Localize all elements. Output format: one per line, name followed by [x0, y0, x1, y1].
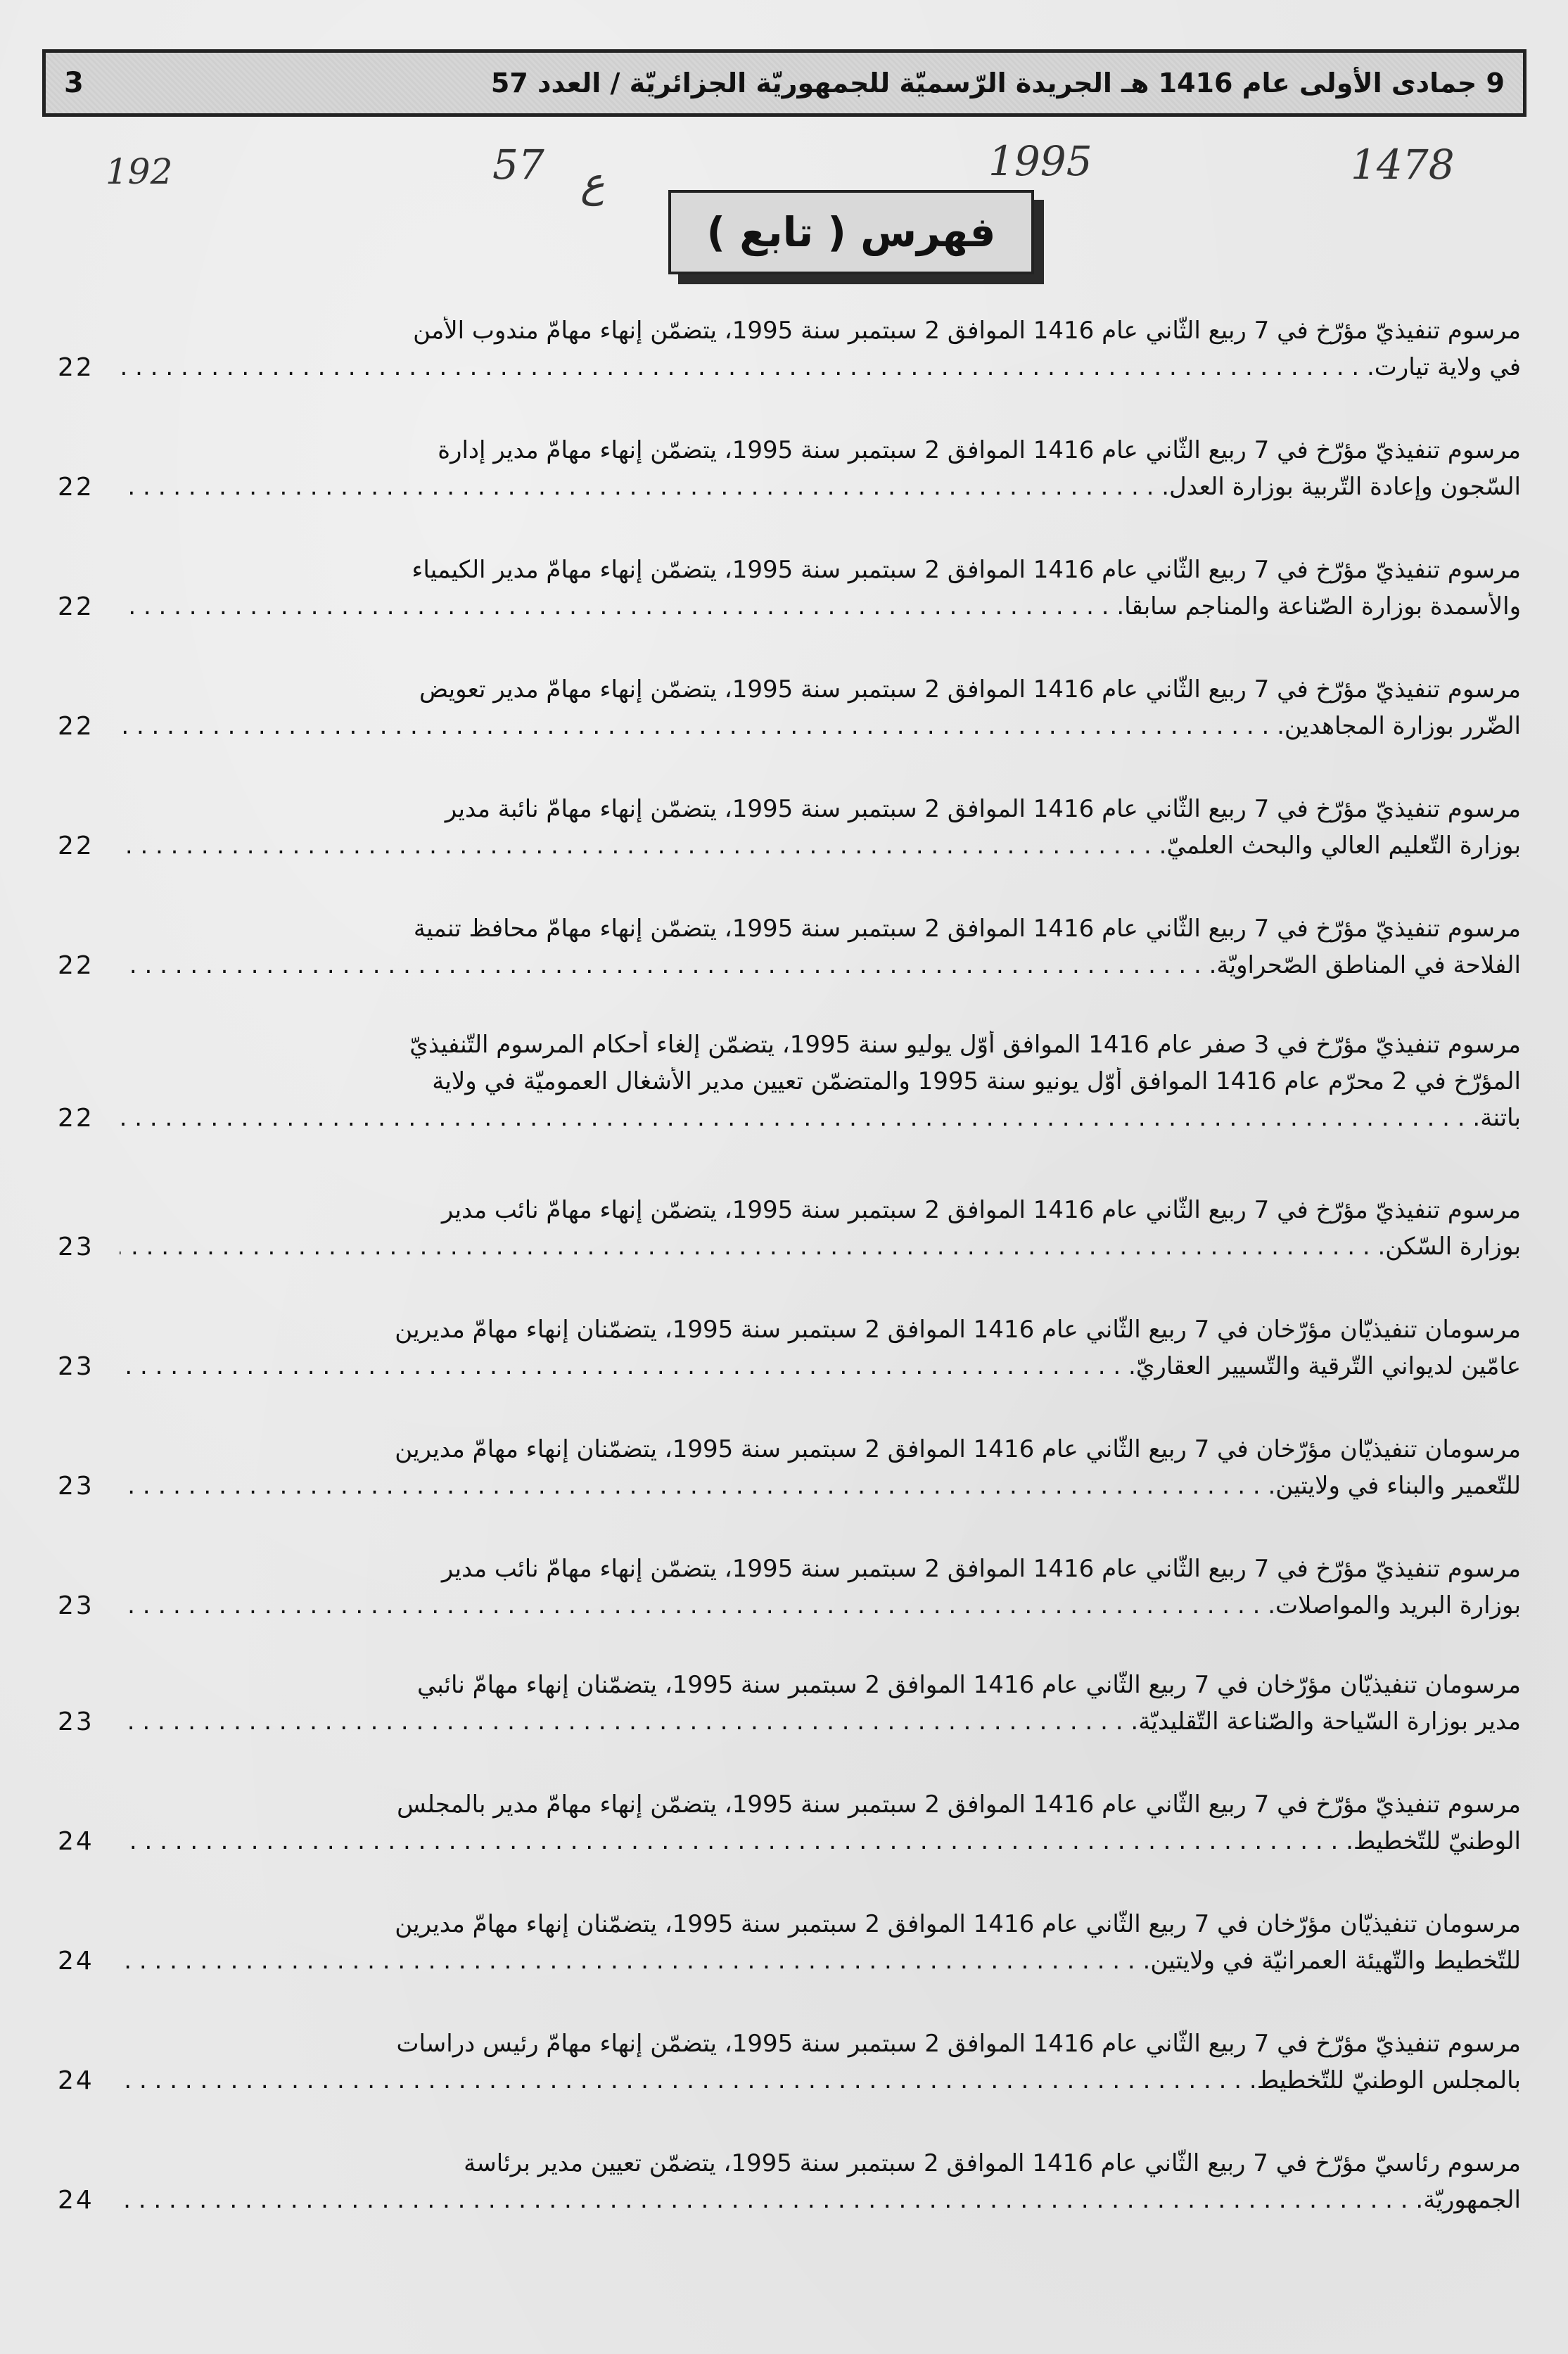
entry-page-number: 22 [58, 1104, 94, 1133]
index-entry [49, 1671, 1521, 1744]
entry-text: مرسوم رئاسيّ مؤرّخ في 7 ربيع الثّاني عام 1416 الموافق 2 سبتمبر سنة 1995، يتضمّن تعيين مدير برئاسة [464, 2149, 1521, 2177]
entry-line [120, 2030, 1521, 2058]
entry-line [120, 1104, 1521, 1132]
entry-line [120, 436, 1521, 464]
entry-text: مرسومان تنفيذيّان مؤرّخان في 7 ربيع الثّاني عام 1416 الموافق 2 سبتمبر سنة 1995، يتضمّنان إنهاء مهامّ مديرين [395, 1435, 1521, 1463]
entry-text: مرسوم تنفيذيّ مؤرّخ في 7 ربيع الثّاني عام 1416 الموافق 2 سبتمبر سنة 1995، يتضمّن إنهاء مهامّ محافظ تنمية [413, 915, 1521, 943]
entry-text: الضّرر بوزارة المجاهدين. . . . [120, 712, 1521, 740]
entry-line [120, 353, 1521, 381]
entry-text: عامّين لديواني التّرقية والتّسيير العقاريّ. . . . [120, 1352, 1521, 1380]
index-entry [49, 1031, 1521, 1140]
index-entry [49, 1910, 1521, 1983]
entry-line [120, 1947, 1521, 1975]
entry-text: بوزارة التّعليم العالي والبحث العلميّ. . . . [120, 832, 1521, 860]
entry-line [120, 1910, 1521, 1938]
entry-text: للتّخطيط والتّهيئة العمرانيّة في ولايتين. . . . [120, 1947, 1521, 1975]
entry-line [120, 1031, 1521, 1059]
entry-page-number: 23 [58, 1352, 94, 1381]
entry-text: مرسوم تنفيذيّ مؤرّخ في 7 ربيع الثّاني عام 1416 الموافق 2 سبتمبر سنة 1995، يتضمّن إنهاء مهامّ نائب مدير [441, 1196, 1521, 1224]
entry-line [120, 2149, 1521, 2177]
entry-line [120, 1591, 1521, 1620]
entry-text: بالمجلس الوطنيّ للتّخطيط. . . . [120, 2066, 1521, 2094]
entry-page-number: 23 [58, 1233, 94, 1261]
index-entry [49, 436, 1521, 509]
entry-line [120, 1707, 1521, 1736]
entry-text: الجمهوريّة. . . . [120, 2186, 1521, 2214]
handwritten-note-right: 1478 [1351, 141, 1455, 189]
entry-line [120, 1790, 1521, 1819]
index-entry [49, 2030, 1521, 2103]
entry-text: الفلاحة في المناطق الصّحراويّة. . . . [120, 951, 1521, 979]
entry-line [120, 1555, 1521, 1583]
entry-line [120, 1067, 1521, 1095]
entry-page-number: 24 [58, 1827, 94, 1856]
entry-text: مرسومان تنفيذيّان مؤرّخان في 7 ربيع الثّاني عام 1416 الموافق 2 سبتمبر سنة 1995، يتضمّنان إنهاء مهامّ مديرين [395, 1316, 1521, 1344]
entry-text: مرسوم تنفيذيّ مؤرّخ في 3 صفر عام 1416 الموافق أوّل يوليو سنة 1995، يتضمّن إلغاء أحكام المرسوم التّنفيذيّ [409, 1031, 1521, 1059]
handwritten-note-mid2: ع [580, 158, 605, 206]
entry-text: الوطنيّ للتّخطيط. . . . [120, 1827, 1521, 1855]
entry-page-number: 22 [58, 832, 94, 860]
entry-text: بوزارة السّكن. . . . [120, 1233, 1521, 1261]
entry-line [120, 795, 1521, 823]
handwritten-note-mid1: 57 [492, 141, 544, 189]
page-number: 3 [64, 67, 84, 99]
entry-text: بوزارة البريد والمواصلات. . . . [120, 1591, 1521, 1620]
index-entry [49, 1316, 1521, 1389]
entry-line [120, 2066, 1521, 2094]
entry-text: مرسوم تنفيذيّ مؤرّخ في 7 ربيع الثّاني عام 1416 الموافق 2 سبتمبر سنة 1995، يتضمّن إنهاء مهامّ مدير الكيمياء [412, 556, 1521, 584]
entry-line [120, 1316, 1521, 1344]
entry-text: السّجون وإعادة التّربية بوزارة العدل. . . . [120, 473, 1521, 501]
entry-page-number: 22 [58, 951, 94, 980]
index-entry [49, 317, 1521, 390]
index-entry [49, 1555, 1521, 1628]
entry-text: مرسوم تنفيذيّ مؤرّخ في 7 ربيع الثّاني عام 1416 الموافق 2 سبتمبر سنة 1995، يتضمّن إنهاء مهامّ مندوب الأمن [413, 317, 1521, 345]
entry-page-number: 23 [58, 1472, 94, 1501]
index-entry [49, 795, 1521, 868]
entry-page-number: 22 [58, 473, 94, 502]
index-entry [49, 675, 1521, 749]
entry-text: والأسمدة بوزارة الصّناعة والمناجم سابقا. . . . [120, 592, 1521, 621]
index-entry [49, 1435, 1521, 1508]
entry-page-number: 22 [58, 592, 94, 621]
entry-line [120, 712, 1521, 740]
handwritten-note-left: 192 [106, 151, 173, 192]
entry-text: مرسوم تنفيذيّ مؤرّخ في 7 ربيع الثّاني عام 1416 الموافق 2 سبتمبر سنة 1995، يتضمّن إنهاء مهامّ نائب مدير [441, 1555, 1521, 1583]
entry-page-number: 24 [58, 2066, 94, 2095]
handwritten-year: 1995 [988, 137, 1092, 185]
entry-text: مرسوم تنفيذيّ مؤرّخ في 7 ربيع الثّاني عام 1416 الموافق 2 سبتمبر سنة 1995، يتضمّن إنهاء مهامّ مدير بالمجلس [397, 1790, 1521, 1819]
entry-page-number: 24 [58, 1947, 94, 1976]
entry-line [120, 675, 1521, 704]
entry-line [120, 556, 1521, 584]
entry-text: للتّعمير والبناء في ولايتين. . . . [120, 1472, 1521, 1500]
entry-page-number: 24 [58, 2186, 94, 2215]
entry-text: مرسوم تنفيذيّ مؤرّخ في 7 ربيع الثّاني عام 1416 الموافق 2 سبتمبر سنة 1995، يتضمّن إنهاء مهامّ رئيس دراسات [396, 2030, 1521, 2058]
header-title: 9 جمادى الأولى عام 1416 هـ الجريدة الرّسميّة للجمهوريّة الجزائريّة / العدد 57 [490, 68, 1505, 98]
entry-text: مرسوم تنفيذيّ مؤرّخ في 7 ربيع الثّاني عام 1416 الموافق 2 سبتمبر سنة 1995، يتضمّن إنهاء مهامّ مدير إدارة [438, 436, 1521, 464]
entry-text: مدير بوزارة السّياحة والصّناعة التّقليديّة. . . . [120, 1707, 1521, 1736]
entry-line [120, 915, 1521, 943]
entry-line [120, 1671, 1521, 1699]
index-entry [49, 915, 1521, 988]
entry-line [120, 1472, 1521, 1500]
entry-line [120, 1233, 1521, 1261]
entry-line [120, 832, 1521, 860]
entry-page-number: 22 [58, 712, 94, 741]
entry-text: باتنة. . . . [120, 1104, 1521, 1132]
entry-line [120, 317, 1521, 345]
entry-text: مرسومان تنفيذيّان مؤرّخان في 7 ربيع الثّاني عام 1416 الموافق 2 سبتمبر سنة 1995، يتضمّنان إنهاء مهامّ نائبي [416, 1671, 1521, 1699]
entry-text: مرسومان تنفيذيّان مؤرّخان في 7 ربيع الثّاني عام 1416 الموافق 2 سبتمبر سنة 1995، يتضمّنان إنهاء مهامّ مديرين [395, 1910, 1521, 1938]
entry-text: في ولاية تيارت. . . . [120, 353, 1521, 381]
index-title: فهرس ( تابع ) [706, 208, 996, 256]
entry-line [120, 592, 1521, 621]
entry-text: المؤرّخ في 2 محرّم عام 1416 الموافق أوّل يونيو سنة 1995 والمتضمّن تعيين مدير الأشغال العموميّة في ولاية [432, 1067, 1521, 1095]
index-entry [49, 556, 1521, 629]
entry-page-number: 22 [58, 353, 94, 382]
entry-page-number: 23 [58, 1707, 94, 1736]
index-entry [49, 1196, 1521, 1269]
entry-line [120, 1196, 1521, 1224]
entry-text: مرسوم تنفيذيّ مؤرّخ في 7 ربيع الثّاني عام 1416 الموافق 2 سبتمبر سنة 1995، يتضمّن إنهاء مهامّ نائبة مدير [445, 795, 1521, 823]
entry-line [120, 951, 1521, 979]
entry-text: مرسوم تنفيذيّ مؤرّخ في 7 ربيع الثّاني عام 1416 الموافق 2 سبتمبر سنة 1995، يتضمّن إنهاء مهامّ مدير تعويض [419, 675, 1521, 704]
entry-line [120, 1352, 1521, 1380]
index-entry [49, 2149, 1521, 2222]
entry-line [120, 2186, 1521, 2214]
entry-line [120, 1435, 1521, 1463]
entry-line [120, 1827, 1521, 1855]
entry-line [120, 473, 1521, 501]
index-entry [49, 1790, 1521, 1864]
entry-page-number: 23 [58, 1591, 94, 1620]
